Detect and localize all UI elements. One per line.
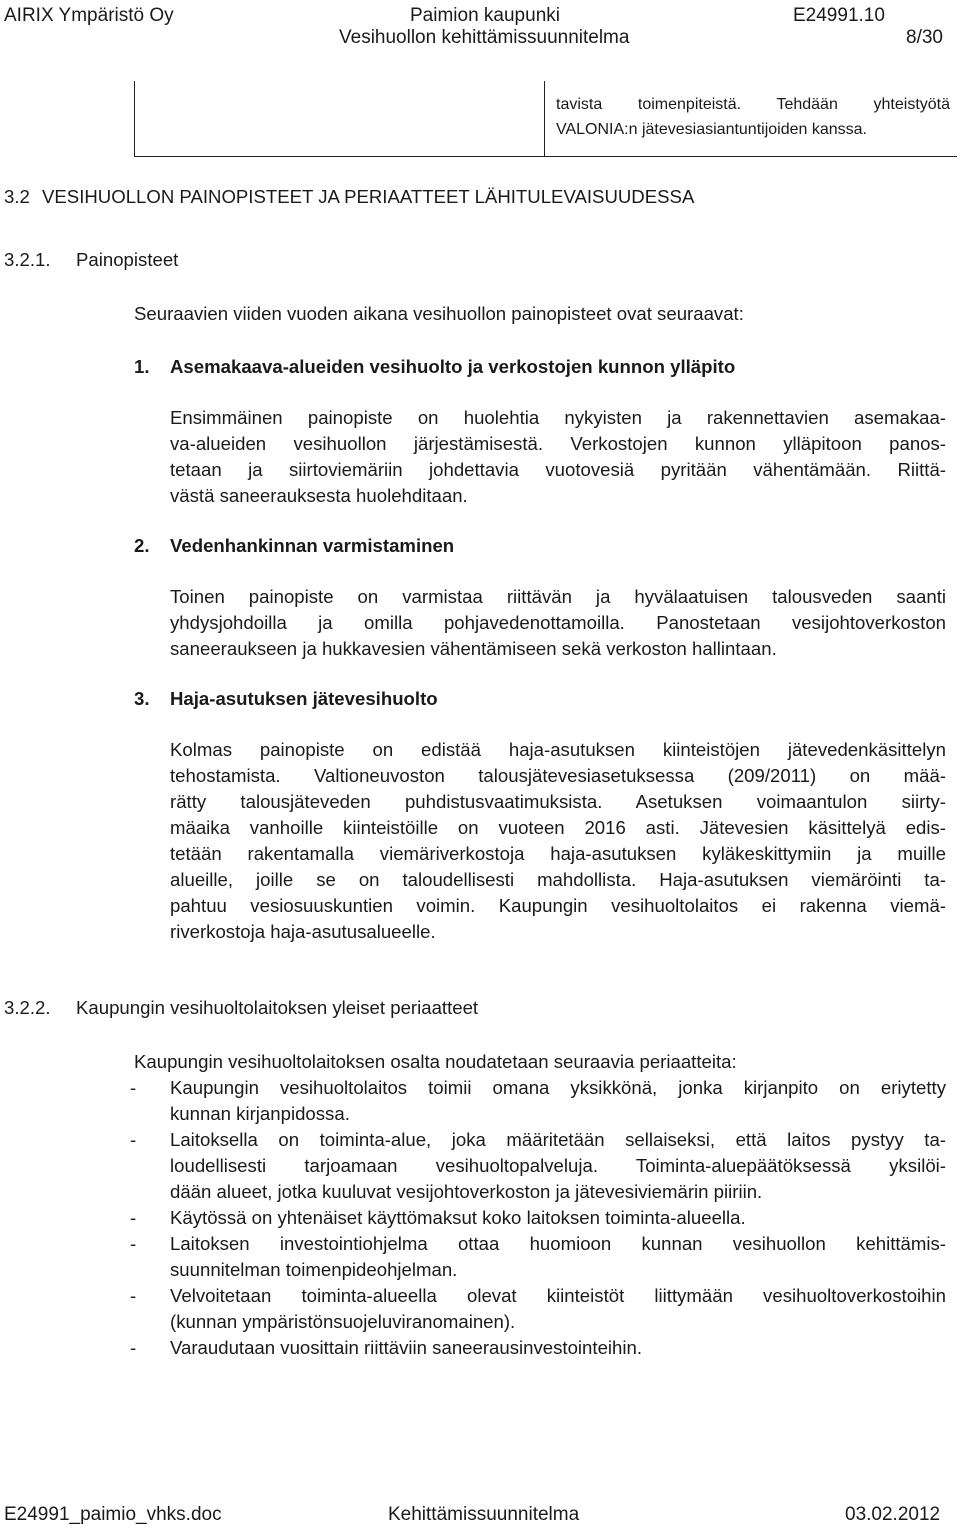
paragraph-line: pahtuu vesiosuuskuntien voimin. Kaupungin vesihuoltolaitos ei rakenna viemä- <box>170 895 946 916</box>
priority-paragraph <box>170 737 946 945</box>
paragraph-line: alueille, joille se on taloudellisesti mahdollista. Haja-asutuksen viemäröinti ta- <box>170 869 946 890</box>
paragraph-line: västä saneerauksesta huolehditaan. <box>170 485 468 506</box>
table-cell-line: tavista toimenpiteistä. Tehdään yhteistyötä <box>556 96 950 113</box>
paragraph-line: mäaika vanhoille kiinteistöille on vuoteen 2016 asti. Jätevesien käsittelyä edis- <box>170 817 946 838</box>
list-item <box>170 1283 946 1335</box>
paragraph-line: Ensimmäinen painopiste on huolehtia nykyisten ja rakennettavien asemakaa- <box>170 407 946 428</box>
header-company: AIRIX Ympäristö Oy <box>4 5 174 26</box>
footer-filename: E24991_paimio_vhks.doc <box>4 1504 222 1525</box>
list-dash: - <box>130 1207 137 1228</box>
header-page-number: 8/30 <box>906 27 943 48</box>
paragraph-line: tetään rakentamalla viemäriverkostoja haja-asutuksen kyläkeskittymiin ja muille <box>170 843 946 864</box>
table-cell-line: VALONIA:n jätevesiasiantuntijoiden kanssa. <box>556 121 867 138</box>
priority-heading: Asemakaava-alueiden vesihuolto ja verkostojen kunnon ylläpito <box>170 356 736 377</box>
intro-paragraph: Kaupungin vesihuoltolaitoksen osalta noudatetaan seuraavia periaatteita: <box>134 1051 737 1072</box>
list-item-line: Laitoksen investointiohjelma ottaa huomioon kunnan vesihuollon kehittämis- <box>170 1233 946 1254</box>
paragraph-line: rätty talousjäteveden puhdistusvaatimuksista. Asetuksen voimaantulon siirty- <box>170 791 946 812</box>
paragraph-line: yhdysjohdoilla ja omilla pohjavedenottamoilla. Panostetaan vesijohtoverkoston <box>170 612 946 633</box>
list-dash: - <box>130 1077 137 1098</box>
list-item-line: dään alueet, jotka kuuluvat vesijohtoverkoston ja jätevesiviemärin piiriin. <box>170 1181 763 1202</box>
list-item: Käytössä on yhtenäiset käyttömaksut koko laitoksen toiminta-alueella. <box>170 1207 746 1228</box>
list-item-line: kunnan kirjanpidossa. <box>170 1103 350 1124</box>
section-title: VESIHUOLLON PAINOPISTEET JA PERIAATTEET LÄHITULEVAISUUDESSA <box>42 186 695 207</box>
priority-number: 3. <box>134 688 150 709</box>
list-item-line: suunnitelman toimenpideohjelman. <box>170 1259 458 1280</box>
subsection-number: 3.2.1. <box>4 249 51 270</box>
paragraph-line: va-alueiden vesihuollon järjestämisestä. Verkostojen kunnon ylläpitoon panos- <box>170 433 946 454</box>
footer-doc-type: Kehittämissuunnitelma <box>388 1504 580 1525</box>
priority-number: 2. <box>134 535 150 556</box>
list-item-line: Velvoitetaan toiminta-alueella olevat kiinteistöt liittymään vesihuoltoverkostoihin <box>170 1285 946 1306</box>
intro-paragraph: Seuraavien viiden vuoden aikana vesihuollon painopisteet ovat seuraavat: <box>134 303 744 324</box>
paragraph-line: riverkostoja haja-asutusalueelle. <box>170 921 436 942</box>
list-dash: - <box>130 1285 137 1306</box>
header-client: Paimion kaupunki <box>410 5 560 26</box>
list-item <box>170 1075 946 1127</box>
list-item-line: Laitoksella on toiminta-alue, joka määritetään sellaiseksi, että laitos pystyy ta- <box>170 1129 946 1150</box>
footer-date: 03.02.2012 <box>845 1504 941 1525</box>
paragraph-line: Kolmas painopiste on edistää haja-asutuksen kiinteistöjen jätevedenkäsittelyn <box>170 739 946 760</box>
list-item <box>170 1231 946 1283</box>
header-doc-title: Vesihuollon kehittämissuunnitelma <box>339 27 630 48</box>
paragraph-line: tehostamista. Valtioneuvoston talousjätevesiasetuksessa (209/2011) on mää- <box>170 765 946 786</box>
priority-paragraph <box>170 405 946 509</box>
subsection-title: Kaupungin vesihuoltolaitoksen yleiset periaatteet <box>76 997 479 1018</box>
paragraph-line: Toinen painopiste on varmistaa riittävän ja hyvälaatuisen talousveden saanti <box>170 586 946 607</box>
priority-heading: Haja-asutuksen jätevesihuolto <box>170 688 438 709</box>
header-doc-id: E24991.10 <box>793 5 885 26</box>
list-dash: - <box>130 1233 137 1254</box>
table-column-divider <box>544 81 545 156</box>
list-item: Varaudutaan vuosittain riittäviin saneerausinvestointeihin. <box>170 1337 643 1358</box>
section-number: 3.2 <box>4 186 30 207</box>
priority-heading: Vedenhankinnan varmistaminen <box>170 535 455 556</box>
list-dash: - <box>130 1129 137 1150</box>
list-item <box>170 1127 946 1205</box>
list-dash: - <box>130 1337 137 1358</box>
table-cell-text <box>556 92 950 142</box>
paragraph-line: saneeraukseen ja hukkavesien vähentämiseen sekä verkoston hallintaan. <box>170 638 777 659</box>
priority-number: 1. <box>134 356 150 377</box>
list-item-line: loudellisesti tarjoamaan vesihuoltopalveluja. Toiminta-aluepäätöksessä yksilöi- <box>170 1155 946 1176</box>
subsection-title: Painopisteet <box>76 249 179 270</box>
paragraph-line: tetaan ja siirtoviemäriin johdettavia vuotovesiä pyritään vähentämään. Riittä- <box>170 459 946 480</box>
priority-paragraph <box>170 584 946 662</box>
subsection-number: 3.2.2. <box>4 997 51 1018</box>
list-item-line: Kaupungin vesihuoltolaitos toimii omana yksikkönä, jonka kirjanpito on eriytetty <box>170 1077 946 1098</box>
list-item-line: (kunnan ympäristönsuojeluviranomainen). <box>170 1311 516 1332</box>
